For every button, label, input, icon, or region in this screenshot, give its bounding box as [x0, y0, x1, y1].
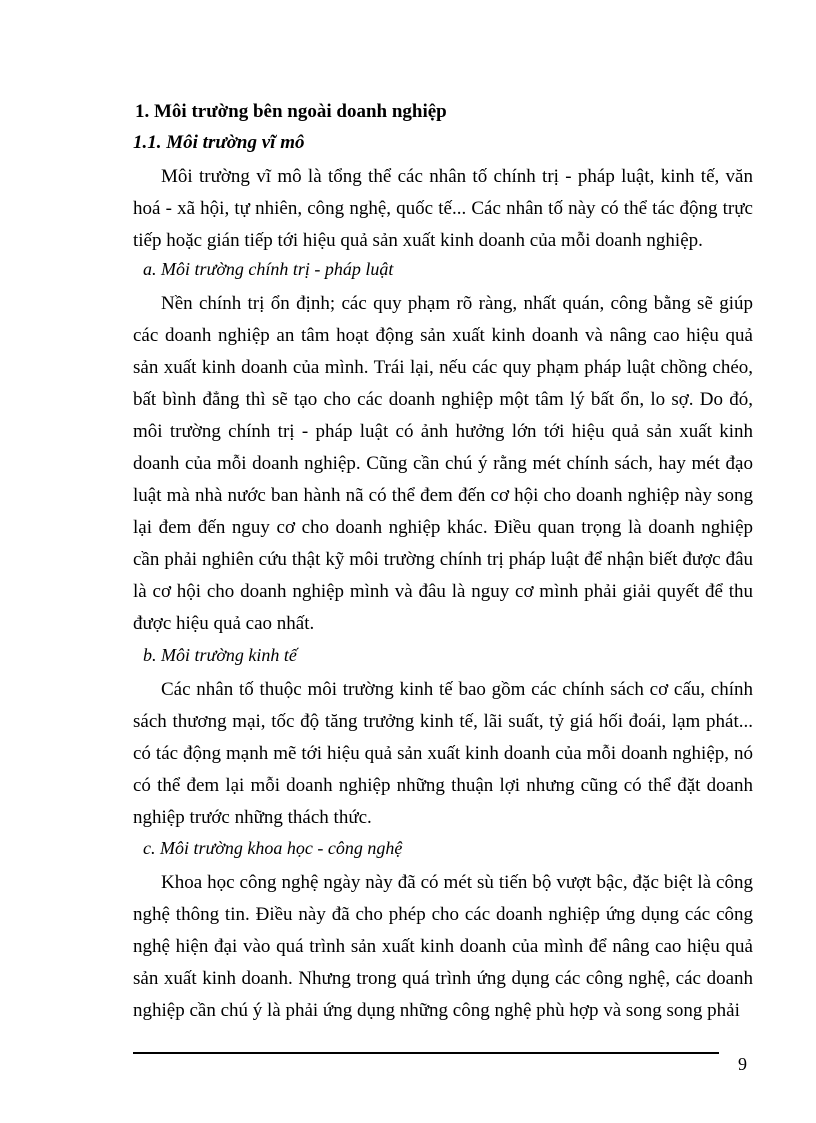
part-c-title: c. Môi trường khoa học - công nghệ [143, 838, 403, 858]
part-a-title: a. Môi trường chính trị - pháp luật [143, 259, 394, 279]
page-number: 9 [738, 1054, 747, 1074]
part-b-paragraph: Các nhân tố thuộc môi trường kinh tế bao gồm các chính sách cơ cấu, chính sách thương mại, tốc độ tăng trưởng kinh tế, lãi suất, tỷ giá hối đoái, lạm phát... có tác động mạnh mẽ tới hiệu quả sản xuất kinh doanh của mỗi doanh nghiệp, nó có thể đem lại mỗi doanh nghiệp những thuận lợi nhưng cũng có thể đặt doanh nghiệp trước những thách thức. [133, 679, 753, 828]
part-a-paragraph: Nền chính trị ổn định; các quy phạm rõ ràng, nhất quán, công bằng sẽ giúp các doanh nghiệp an tâm hoạt động sản xuất kinh doanh và nâng cao hiệu quả sản xuất kinh doanh của mình. Trái lại, nếu các quy phạm pháp luật chồng chéo, bất bình đẳng thì sẽ tạo cho các doanh nghiệp một tâm lý bất ổn, lo sợ. Do đó, môi trường chính trị - pháp luật có ảnh hưởng lớn tới hiệu quả sản xuất kinh doanh của mỗi doanh nghiệp. Cũng cần chú ý rằng mét chính sách, hay mét đạo luật mà nhà nước ban hành nã có thể đem đến cơ hội cho doanh nghiệp này song lại đem đến nguy cơ cho doanh nghiệp khác. Điều quan trọng là doanh nghiệp cần phải nghiên cứu thật kỹ môi trường chính trị pháp luật để nhận biết được đâu là cơ hội cho doanh nghiệp mình và đâu là nguy cơ mình phải giải quyết để thu được hiệu quả cao nhất. [133, 293, 753, 634]
part-c-paragraph: Khoa học công nghệ ngày này đã có mét sù tiến bộ vượt bậc, đặc biệt là công nghệ thông tin. Điều này đã cho phép cho các doanh nghiệp ứng dụng các công nghệ hiện đại vào quá trình sản xuất kinh doanh của mình để nâng cao hiệu quả sản xuất kinh doanh. Nhưng trong quá trình ứng dụng các công nghệ, các doanh nghiệp cần chú ý là phải ứng dụng những công nghệ phù hợp và song song phải [133, 872, 753, 1021]
section-heading: 1. Môi trường bên ngoài doanh nghiệp [135, 101, 447, 122]
subsection-heading: 1.1. Môi trường vĩ mô [133, 132, 305, 153]
intro-paragraph: Môi trường vĩ mô là tổng thể các nhân tố chính trị - pháp luật, kinh tế, văn hoá - xã hội, tự nhiên, công nghệ, quốc tế... Các nhân tố này có thể tác động trực tiếp hoặc gián tiếp tới hiệu quả sản xuất kinh doanh của mỗi doanh nghiệp. [133, 166, 753, 251]
part-b-title: b. Môi trường kinh tế [143, 645, 297, 665]
footer-divider [133, 1052, 719, 1054]
